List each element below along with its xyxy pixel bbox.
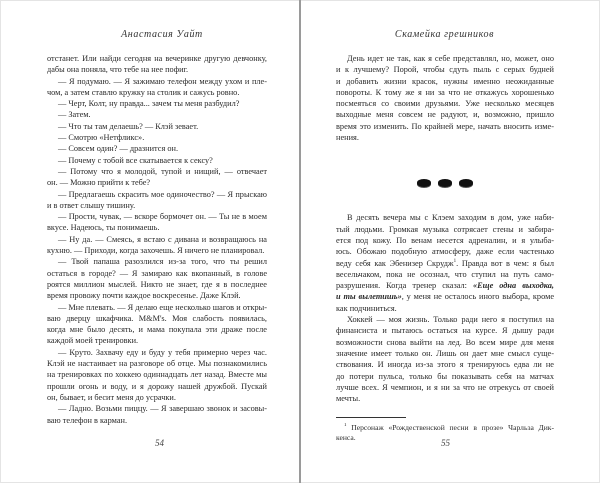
text-line: выходные меня совсем не радуют, и, возможно, пришло <box>336 110 554 120</box>
page-number: 54 <box>155 438 164 448</box>
text-line: ваю телефон в карман. <box>47 415 128 425</box>
text-segment: веду себя как Эбенизер Скрудж <box>336 258 454 268</box>
text-segment: . Правда вот в чем: я был <box>456 258 554 268</box>
page-number: 55 <box>441 438 450 448</box>
text-line: — Затем. <box>58 110 91 120</box>
text-before-break <box>336 53 554 143</box>
footnote-line <box>336 423 554 433</box>
paragraph <box>47 166 267 189</box>
text-line <box>336 280 554 291</box>
puck-icon <box>438 179 452 187</box>
paragraph <box>47 132 267 143</box>
text-line: значение имеет только он. Лишь он дает мне смысл суще- <box>336 348 554 358</box>
footnote-text: Персонаж «Рождественской песни в прозе» Чарльза Дик- <box>351 423 554 433</box>
text-line: — Черт, Колт, ну правда... зачем ты меня разбудил? <box>58 99 240 109</box>
paragraph <box>47 76 267 99</box>
running-head-author: Анастасия Уайт <box>121 29 203 40</box>
text-line <box>336 258 554 269</box>
puck-icon <box>459 179 473 187</box>
paragraph <box>47 234 267 257</box>
text-line: прошли огонь и воду, и я дорожу нашей дружбой. Пускай <box>47 381 267 391</box>
text-line: — Ладно. Возьми пиццу. — Я завершаю звонок и засовы- <box>58 404 267 414</box>
text-line: ется под кожу. По венам несется адреналин, и я улыба- <box>336 235 554 245</box>
running-head-title: Скамейка грешников <box>394 29 495 40</box>
paragraph <box>47 189 267 212</box>
hockey-pucks-icon <box>336 166 554 200</box>
paragraph <box>47 403 267 426</box>
text-line: тый людьми. Громкая музыка сотрясает стены и забира- <box>336 224 554 234</box>
text-line: — Потому что я молодой, тупой и нищий, — отвечает <box>58 166 267 176</box>
paragraph <box>47 347 267 403</box>
text-line: и в ответ слышу тишину. <box>47 200 136 210</box>
text-line: Клэй не настаивает на разговоре об отце. Мы познакомились <box>47 359 267 369</box>
footnote-rule <box>336 417 406 418</box>
footnote-marker: 1 <box>344 423 347 429</box>
paragraph <box>47 98 267 109</box>
paragraph <box>47 211 267 234</box>
right-page-body <box>336 53 554 443</box>
text-line: он, бывает, и бесит меня до усрачки. <box>47 392 176 402</box>
text-line: День идет не так, как я себе представлял, но, может, оно <box>347 54 554 63</box>
right-page <box>301 0 600 483</box>
text-line: отстанет. Или найди сегодня на вечеринке другую девчонку, <box>47 54 267 63</box>
text-line: нения. <box>336 133 359 143</box>
text-line: и к лучшему? Порой, чтобы сдуть пыль с серых будней <box>336 65 554 75</box>
text-line: повороты. К тому же я ни за что не откажусь хорошенько <box>336 87 554 97</box>
text-line: время провожу почти каждое воскресенье. Даже Клэй. <box>47 291 241 301</box>
text-line: — Смотрю «Нетфликс». <box>58 133 145 143</box>
text-line: кухню. — Приходи, когда захочешь. Я ничего не планировал. <box>47 246 265 256</box>
paragraph <box>47 302 267 347</box>
paragraph <box>47 256 267 301</box>
text-line: чом, а затем ставлю кружку на столик и сажусь ровно. <box>47 87 240 97</box>
text-line: Хоккей — моя жизнь. Только ради него я поступил на <box>347 315 554 325</box>
text-line: — Круто. Захвачу еду и буду у тебя примерно через час. <box>58 347 267 357</box>
text-line: и добавить жизни красок, нужны именно неожиданные <box>336 76 554 86</box>
text-line: вкусе. Надеюсь, ты понимаешь. <box>47 223 160 233</box>
text-line <box>336 291 554 302</box>
text-line: когда мне было десять, и мама покупала эти драже после <box>47 325 267 335</box>
italic-quote: и ты вылетишь» <box>336 292 402 302</box>
text-line: юсь. Обожаю подобную атмосферу, даже если частенько <box>336 247 554 257</box>
text-line: на тренировках по хоккею одиннадцать лет назад. Вместе мы <box>47 370 267 380</box>
paragraph <box>47 155 267 166</box>
paragraph <box>336 212 554 314</box>
italic-quote: «Еще одна выходка, <box>472 281 554 291</box>
paragraph <box>47 121 267 132</box>
paragraph <box>47 109 267 120</box>
text-line: мечты. <box>336 394 361 404</box>
footnote-marker: 1 <box>453 258 457 264</box>
text-line: финансиста и пытаюсь остаться на курсе. Я дышу ради <box>336 326 554 336</box>
text-line: лучше всех. Я чемпион, и я ни за что не отрекусь от своей <box>336 382 554 392</box>
text-line: до потери пульса, только бы показывать себя на матчах <box>336 371 554 381</box>
text-line: В десять вечера мы с Клэем заходим в дом, уже наби- <box>347 213 554 223</box>
text-line: — Что ты там делаешь? — Клэй зевает. <box>58 121 199 131</box>
text-after-break <box>336 212 554 404</box>
text-line: — Я подумаю. — Я зажимаю телефон между ухом и пле- <box>58 76 267 86</box>
text-line: дабы она поняла, что тебе на нее пофиг. <box>47 65 189 75</box>
text-segment: разрушения. Когда тренер сказал: <box>336 281 473 291</box>
puck-icon <box>417 179 431 187</box>
text-line: время это изменить. По крайней мере, начать вносить изме- <box>336 121 554 131</box>
text-line: он. — Можно прийти к тебе? <box>47 178 151 188</box>
text-line: ваю дверцу шкафчика. M&M's. Моя слабость появилась, <box>47 313 267 323</box>
left-page-body <box>47 53 267 426</box>
text-line: — Предлагаешь скрасить мое одиночество? — Я прыскаю <box>58 189 267 199</box>
text-line: — Почему с тобой все скатывается к сексу? <box>58 155 213 165</box>
text-line: каждой моей тренировки. <box>47 336 139 346</box>
text-segment: , у меня не осталось иного выбора, кроме <box>401 292 554 302</box>
text-line: — Ну да. — Смеясь, я встаю с дивана и возвращаюсь на <box>58 234 267 244</box>
text-line: — Твой папаша разозлился из-за того, что ты решил <box>58 257 267 267</box>
text-line: как подчиниться. <box>336 303 397 313</box>
paragraph <box>336 314 554 404</box>
text-line: посмеяться со своими друзьями. Уже несколько месяцев <box>336 99 554 109</box>
paragraph <box>47 143 267 154</box>
text-line: остаться в городе? — Я замираю как вкопанный, в голове <box>47 268 267 278</box>
text-line: роятся миллион мыслей. Никто не знает, где я в последнее <box>47 279 267 289</box>
text-line: возможности снова выйти на лед. Во всем мире для меня <box>336 337 554 347</box>
text-line: — Прости, чувак, — вскоре бормочет он. — Ты не в моем <box>58 212 267 222</box>
paragraph <box>336 53 554 143</box>
text-line: — Мне плевать. — Я делаю еще несколько шагов и откры- <box>58 302 267 312</box>
text-line: весельчаком, пока не осознал, что ступил на путь само- <box>336 269 554 279</box>
text-line: ствования. И иногда из-за этого я тренируюсь едва ли не <box>336 360 554 370</box>
text-line: — Совсем один? — дразнится он. <box>58 144 179 154</box>
footnote-text: кенса. <box>336 433 356 443</box>
paragraph <box>47 53 267 76</box>
